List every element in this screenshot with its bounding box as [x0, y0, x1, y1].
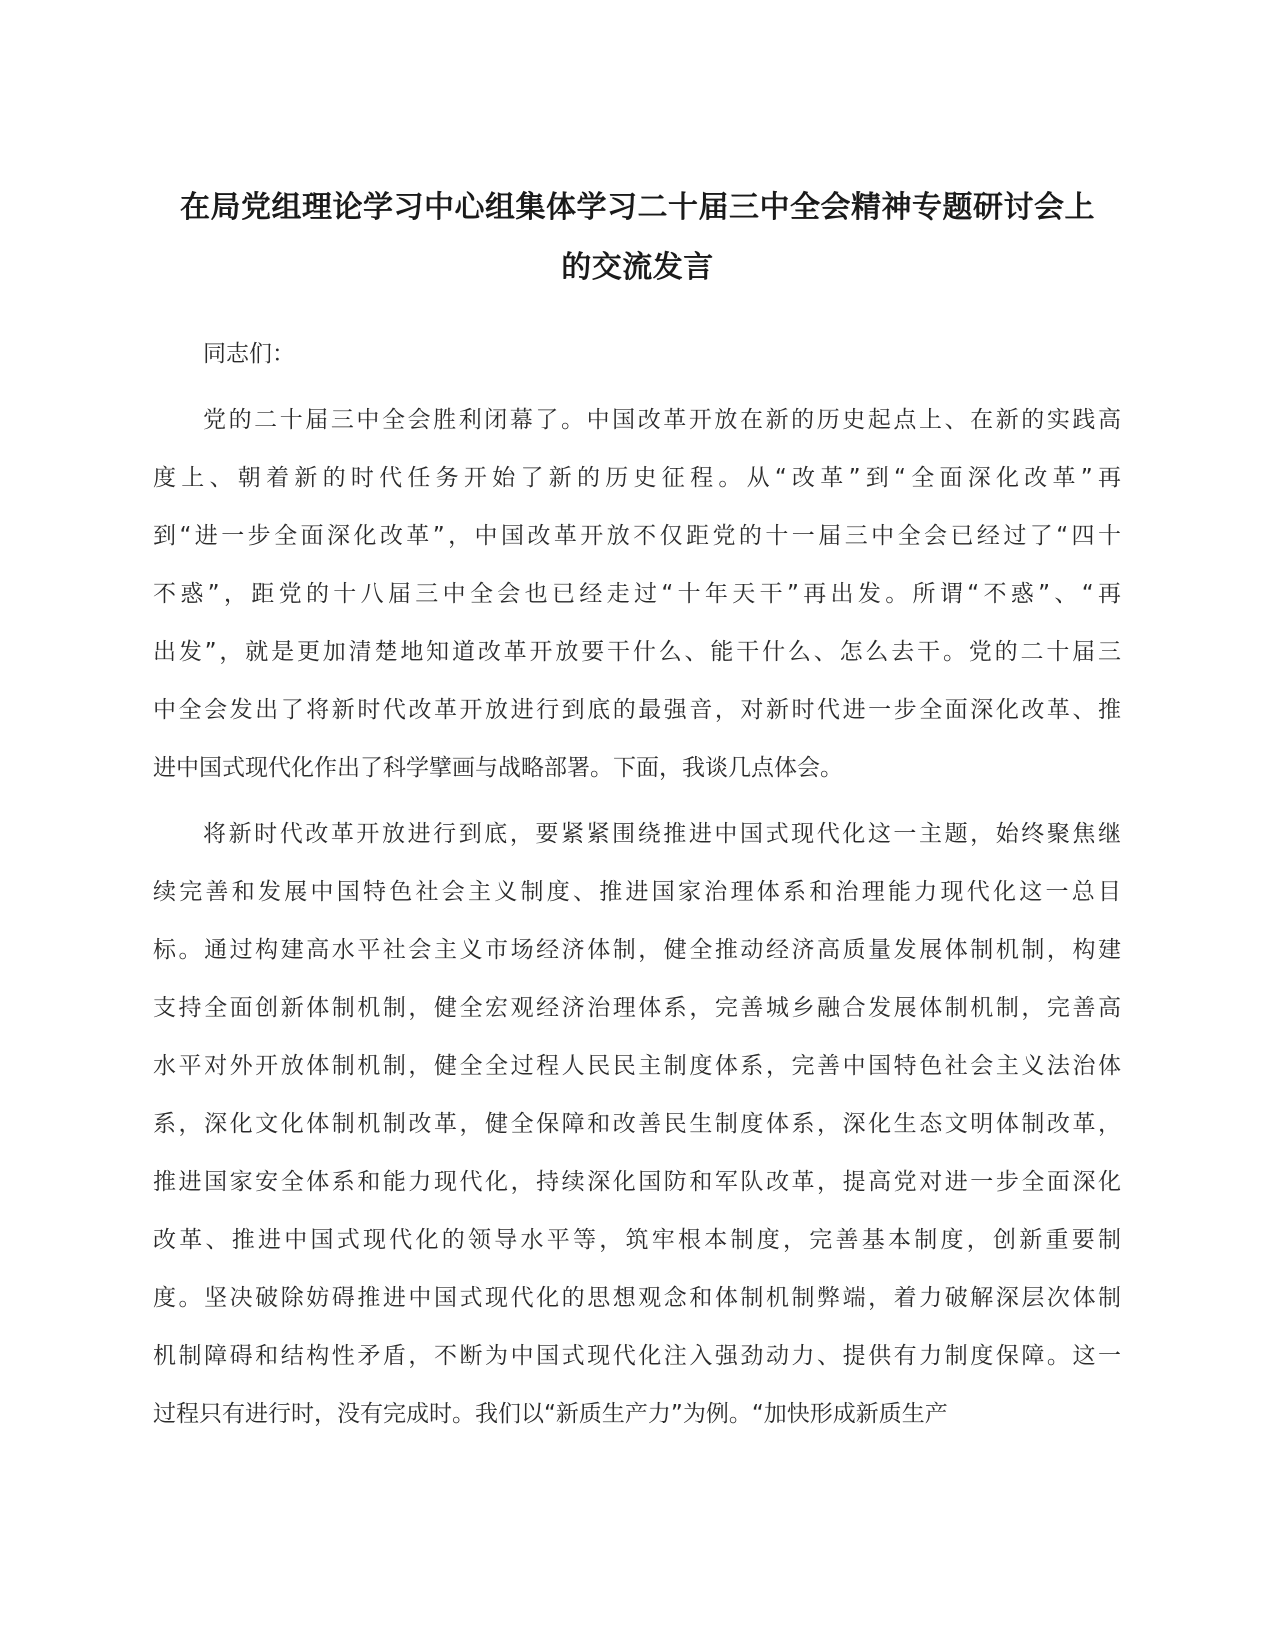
paragraph-line: 支持全面创新体制机制，健全宏观经济治理体系，完善城乡融合发展体制机制，完善高	[153, 995, 1121, 1021]
paragraph-line: 不惑”，距党的十八届三中全会也已经走过“十年天干”再出发。所谓“不惑”、“再	[153, 581, 1121, 607]
paragraph-1	[153, 391, 1121, 797]
document-body	[153, 325, 1121, 1443]
paragraph-2	[153, 805, 1121, 1443]
paragraph-line: 续完善和发展中国特色社会主义制度、推进国家治理体系和治理能力现代化这一总目	[153, 879, 1121, 905]
paragraph-line: 过程只有进行时，没有完成时。我们以“新质生产力”为例。“加快形成新质生产	[153, 1401, 948, 1427]
paragraph-line: 度。坚决破除妨碍推进中国式现代化的思想观念和体制机制弊端，着力破解深层次体制	[153, 1285, 1121, 1311]
salutation: 同志们：	[203, 341, 295, 367]
paragraph-line: 党的二十届三中全会胜利闭幕了。中国改革开放在新的历史起点上、在新的实践高	[203, 407, 1121, 433]
paragraph-line: 出发”，就是更加清楚地知道改革开放要干什么、能干什么、怎么去干。党的二十届三	[153, 639, 1121, 665]
paragraph-line: 度上、朝着新的时代任务开始了新的历史征程。从“改革”到“全面深化改革”再	[153, 465, 1121, 491]
paragraph-line: 机制障碍和结构性矛盾，不断为中国式现代化注入强劲动力、提供有力制度保障。这一	[153, 1343, 1121, 1369]
title-line-1: 在局党组理论学习中心组集体学习二十届三中全会精神专题研讨会上	[180, 190, 1095, 225]
document-title	[140, 178, 1135, 298]
title-line-2: 的交流发言	[561, 250, 714, 285]
paragraph-line: 到“进一步全面深化改革”，中国改革开放不仅距党的十一届三中全会已经过了“四十	[153, 523, 1121, 549]
paragraph-line: 系，深化文化体制机制改革，健全保障和改善民生制度体系，深化生态文明体制改革，	[153, 1111, 1121, 1137]
paragraph-line: 改革、推进中国式现代化的领导水平等，筑牢根本制度，完善基本制度，创新重要制	[153, 1227, 1121, 1253]
paragraph-line: 将新时代改革开放进行到底，要紧紧围绕推进中国式现代化这一主题，始终聚焦继	[203, 821, 1121, 847]
paragraph-line: 中全会发出了将新时代改革开放进行到底的最强音，对新时代进一步全面深化改革、推	[153, 697, 1121, 723]
paragraph-line: 水平对外开放体制机制，健全全过程人民民主制度体系，完善中国特色社会主义法治体	[153, 1053, 1121, 1079]
paragraph-line: 标。通过构建高水平社会主义市场经济体制，健全推动经济高质量发展体制机制，构建	[153, 937, 1121, 963]
paragraph-line: 进中国式现代化作出了科学擘画与战略部署。下面，我谈几点体会。	[153, 755, 843, 781]
paragraph-line: 推进国家安全体系和能力现代化，持续深化国防和军队改革，提高党对进一步全面深化	[153, 1169, 1121, 1195]
